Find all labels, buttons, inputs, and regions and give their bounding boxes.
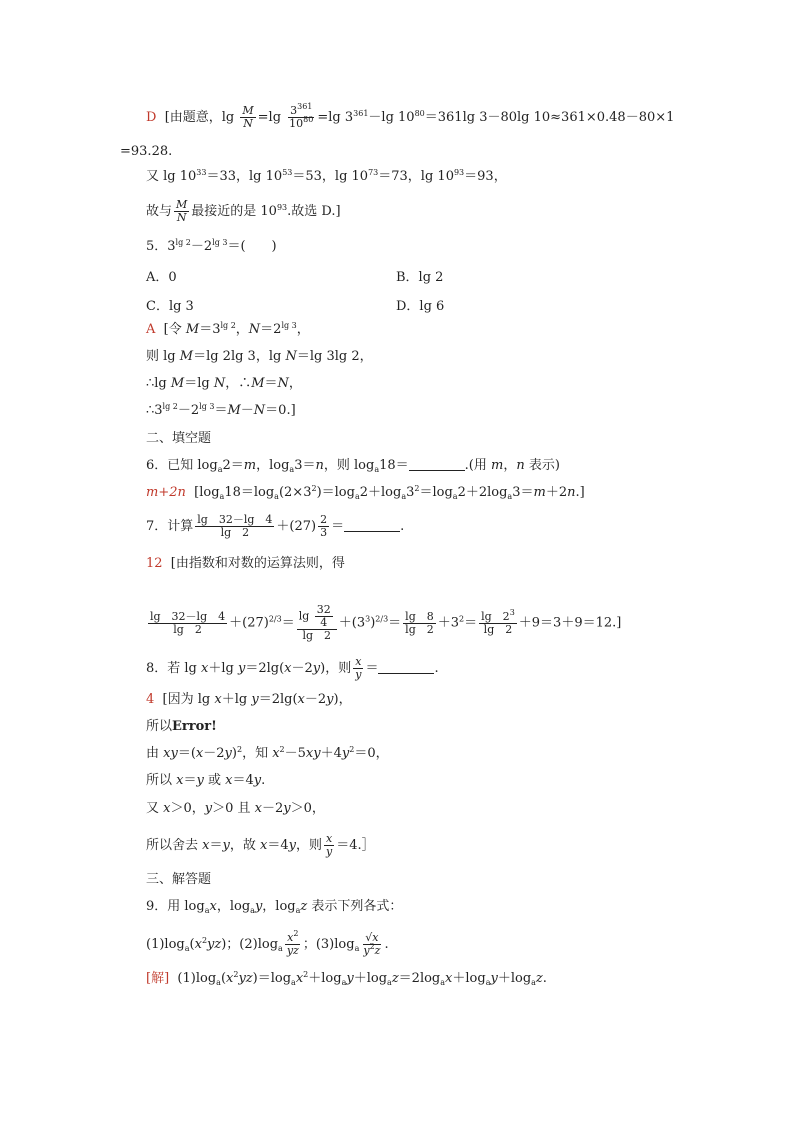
q4-line4: 故与 $\frac{M}{N}$ 最接近的是 $10^{93}$.故选 D.]: [146, 198, 341, 224]
q9-solution-label: [解]: [146, 971, 170, 986]
q4-line3: 又 $\lg 10^{33}=33$，$\lg 10^{53}=53$，$\lg 10^{73}=73$，$\lg 10^{93}=93$，: [146, 168, 507, 184]
q8-sol6: 所以舍去 x＝y，故 x＝4y，则 $\frac{x}{y}$ ＝4.］: [146, 832, 375, 858]
q4-answer-label: D: [146, 110, 157, 125]
q8-sol2: 所以Error!: [146, 719, 217, 734]
q7-stem: 7．计算 $\frac{\lg 32-\lg 4}{\lg 2}$ ＋(27) $\frac{2}{3}$ ＝ .: [146, 513, 405, 539]
section-heading-solve: 三、解答题: [146, 872, 212, 887]
q5-sol1: A [令 $M=3^{lg 2}$，$N=2^{lg 3}$，: [146, 321, 310, 337]
q4-line2: =93.28.: [120, 144, 173, 159]
q9-solution: [解] $(1)\log_a(x^2yz)=\log_ax^2+\log_ay+\log_az=2\log_ax+\log_ay+\log_az$.: [146, 970, 547, 987]
q7-answer: 12: [146, 556, 163, 571]
q5-option-c: C．lg 3: [146, 299, 194, 314]
q8-sol1: 4 [因为 lg x＋lg y＝2lg(x－2y)，: [146, 692, 352, 707]
q5-option-d: D．lg 6: [396, 299, 445, 314]
q5-option-b: B．lg 2: [396, 270, 444, 285]
q6-answer: m+2n: [146, 485, 186, 500]
q7-sol1: 12 [由指数和对数的运算法则，得: [146, 556, 345, 571]
q5-answer-label: A: [146, 322, 156, 337]
q9-stem: 9．用 $\log_ax$，$\log_ay$，$\log_az$ 表示下列各式：: [146, 899, 403, 915]
q5-stem: 5．$3^{lg 2}-2^{lg 3}=$( ): [146, 238, 277, 254]
q5-sol4: $\therefore 3^{lg 2}-2^{lg 3}=M-N=0$.]: [146, 402, 296, 418]
q8-answer: 4: [146, 692, 155, 707]
q9-parts: $(1)\log_a(x^2yz)$；$(2)\log_a$ $\frac{x^2}{yz}$ ；$(3)\log_a$ $\frac{√x}{y^2z}$ .: [146, 929, 389, 957]
q4-line1: D [由题意，lg $\frac{M}{N}$ =lg $\frac{3^{361}}{10^{80}}$ =lg $3^{361}-\lg$ $10^{80}=361\lg$ 3－80lg 10≈361×0.48－80×1: [146, 102, 675, 130]
q8-sol3: 由 $xy=(x-2y)^2$，知 $x^2-5xy+4y^2=0$，: [146, 745, 389, 761]
q6-stem: 6．已知 $\log_a2=m$，$\log_a3=n$，则 $\log_a18=$ .(用 m，n 表示): [146, 458, 560, 474]
q8-stem: 8．若 lg x＋lg y＝2lg(x－2y)，则 $\frac{x}{y}$ ＝ .: [146, 655, 439, 681]
q8-sol4: 所以 x＝y 或 x＝4y.: [146, 773, 266, 788]
q5-sol3: ∴lg M＝lg N，∴M＝N，: [146, 376, 302, 391]
q6-solution: m+2n $[\log_a18=\log_a(2\times 3^2)=\log_a2+\log_a3^2=\log_a2+2\log_a3=m+2n.]$: [146, 484, 585, 501]
q5-option-a: A．0: [146, 270, 177, 285]
answer-blank: [344, 519, 400, 532]
section-heading-fill-in: 二、填空题: [146, 431, 212, 446]
q8-sol5: 又 x＞0，y＞0 且 x－2y＞0，: [146, 801, 325, 816]
answer-blank: [378, 661, 434, 674]
answer-blank: [409, 458, 465, 471]
q7-sol2: $\frac{\lg 32-\lg 4}{\lg 2}$ $+(27)^{2/3}=$ lg $\frac{32}{4}$ lg 2 $+(3^3)^{2/3}=$ $\frac{\lg 8}{\lg 2}$ $+3^2=$ $\frac{\lg 2^3}{\lg 2}$ ＋9＝3＋9＝12.]: [150, 603, 622, 642]
q5-sol2: 则 lg M＝lg 2lg 3，lg N＝lg 3lg 2，: [146, 349, 373, 364]
